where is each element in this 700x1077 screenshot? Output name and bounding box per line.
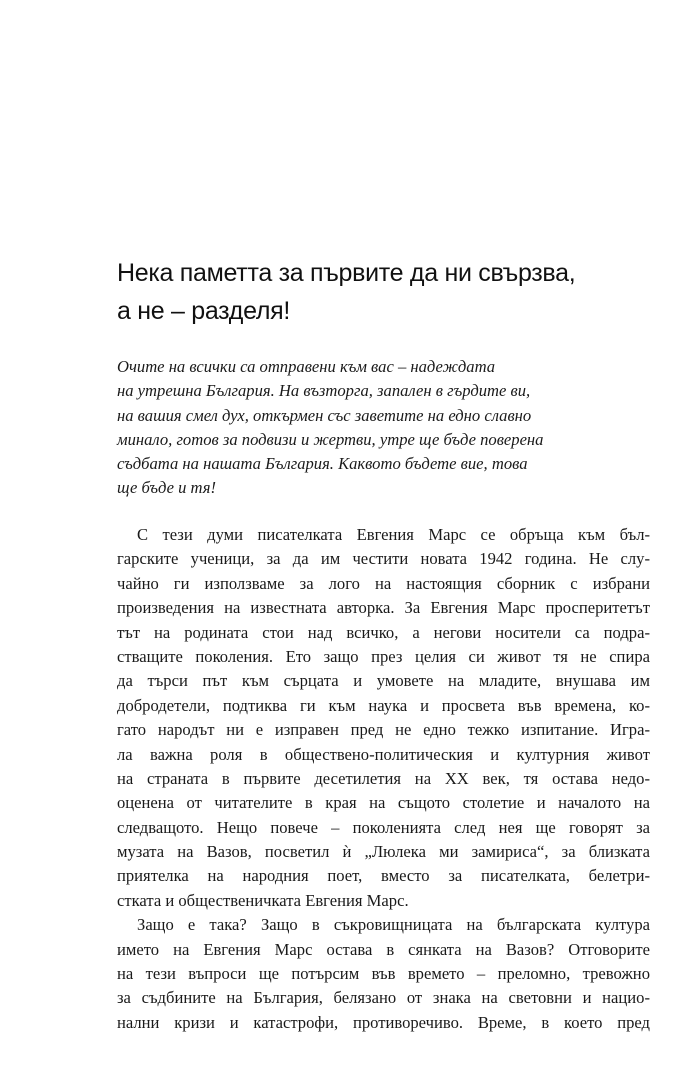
body-line: гарските ученици, за да им честити новата 1942 година. Не слу- <box>117 549 650 569</box>
body-line: стката и общественичката Евгения Марс. <box>117 890 409 910</box>
epigraph-line: Очите на всички са отправени към вас – надеждата <box>117 357 496 376</box>
body-line: гато народът ни е изправен пред не едно тежко изпитание. Игра- <box>117 720 650 740</box>
body-line: на тези въпроси ще потърсим във времето – преломно, тревожно <box>117 964 650 984</box>
body-line: произведения на известната авторка. За Евгения Марс просперитетът <box>117 598 650 618</box>
epigraph-line: на вашия смел дух, откърмен със заветите на едно славно <box>117 405 532 425</box>
body-line: музата на Вазов, посветил ѝ „Люлека ми замириса“, за близката <box>117 842 650 862</box>
body-text <box>117 523 650 1035</box>
body-line: Защо е така? Защо в съкровищницата на българската култура <box>137 915 650 935</box>
body-line: добродетели, подтиква ги към наука и просвета във времена, ко- <box>117 695 650 715</box>
body-line: стващите поколения. Ето защо през целия си живот тя не спира <box>117 646 650 666</box>
body-line: С тези думи писателката Евгения Марс се обръща към бъл- <box>137 525 650 544</box>
body-line: за съдбините на България, белязано от знака на световни и нацио- <box>117 988 650 1008</box>
body-line: да търси път към сърцата и умовете на младите, внушава им <box>117 671 650 691</box>
epigraph-line: на утрешна България. На възторга, запален в гърдите ви, <box>117 381 531 401</box>
epigraph <box>117 355 577 501</box>
body-line: ла важна роля в обществено-политическия и културния живот <box>117 744 650 764</box>
epigraph-line: съдбата на нашата България. Каквото бъдете вие, това <box>117 454 528 474</box>
chapter-title <box>117 254 657 330</box>
epigraph-line: ще бъде и тя! <box>117 478 216 498</box>
body-line: приятелка на народния поет, вместо за писателката, белетри- <box>117 866 650 886</box>
book-page <box>117 0 650 1077</box>
epigraph-line: минало, готов за подвизи и жертви, утре ще бъде поверена <box>117 429 544 449</box>
body-line: оценена от читателите в края на същото столетие и началото на <box>117 793 650 813</box>
body-line: името на Евгения Марс остава в сянката на Вазов? Отговорите <box>117 939 650 959</box>
body-line: нални кризи и катастрофи, противоречиво. Време, в което пред <box>117 1012 650 1032</box>
body-line: на страната в първите десетилетия на ХХ век, тя остава недо- <box>117 768 650 788</box>
chapter-title-line: а не – разделя! <box>117 297 291 325</box>
body-line: следващото. Нещо повече – поколенията след нея ще говорят за <box>117 817 650 837</box>
body-line: чайно ги използваме за лого на настоящия сборник с избрани <box>117 573 650 593</box>
chapter-title-line: Нека паметта за първите да ни свързва, <box>117 259 576 287</box>
body-line: тът на родината стои над всичко, а негови носители са подра- <box>117 622 650 642</box>
